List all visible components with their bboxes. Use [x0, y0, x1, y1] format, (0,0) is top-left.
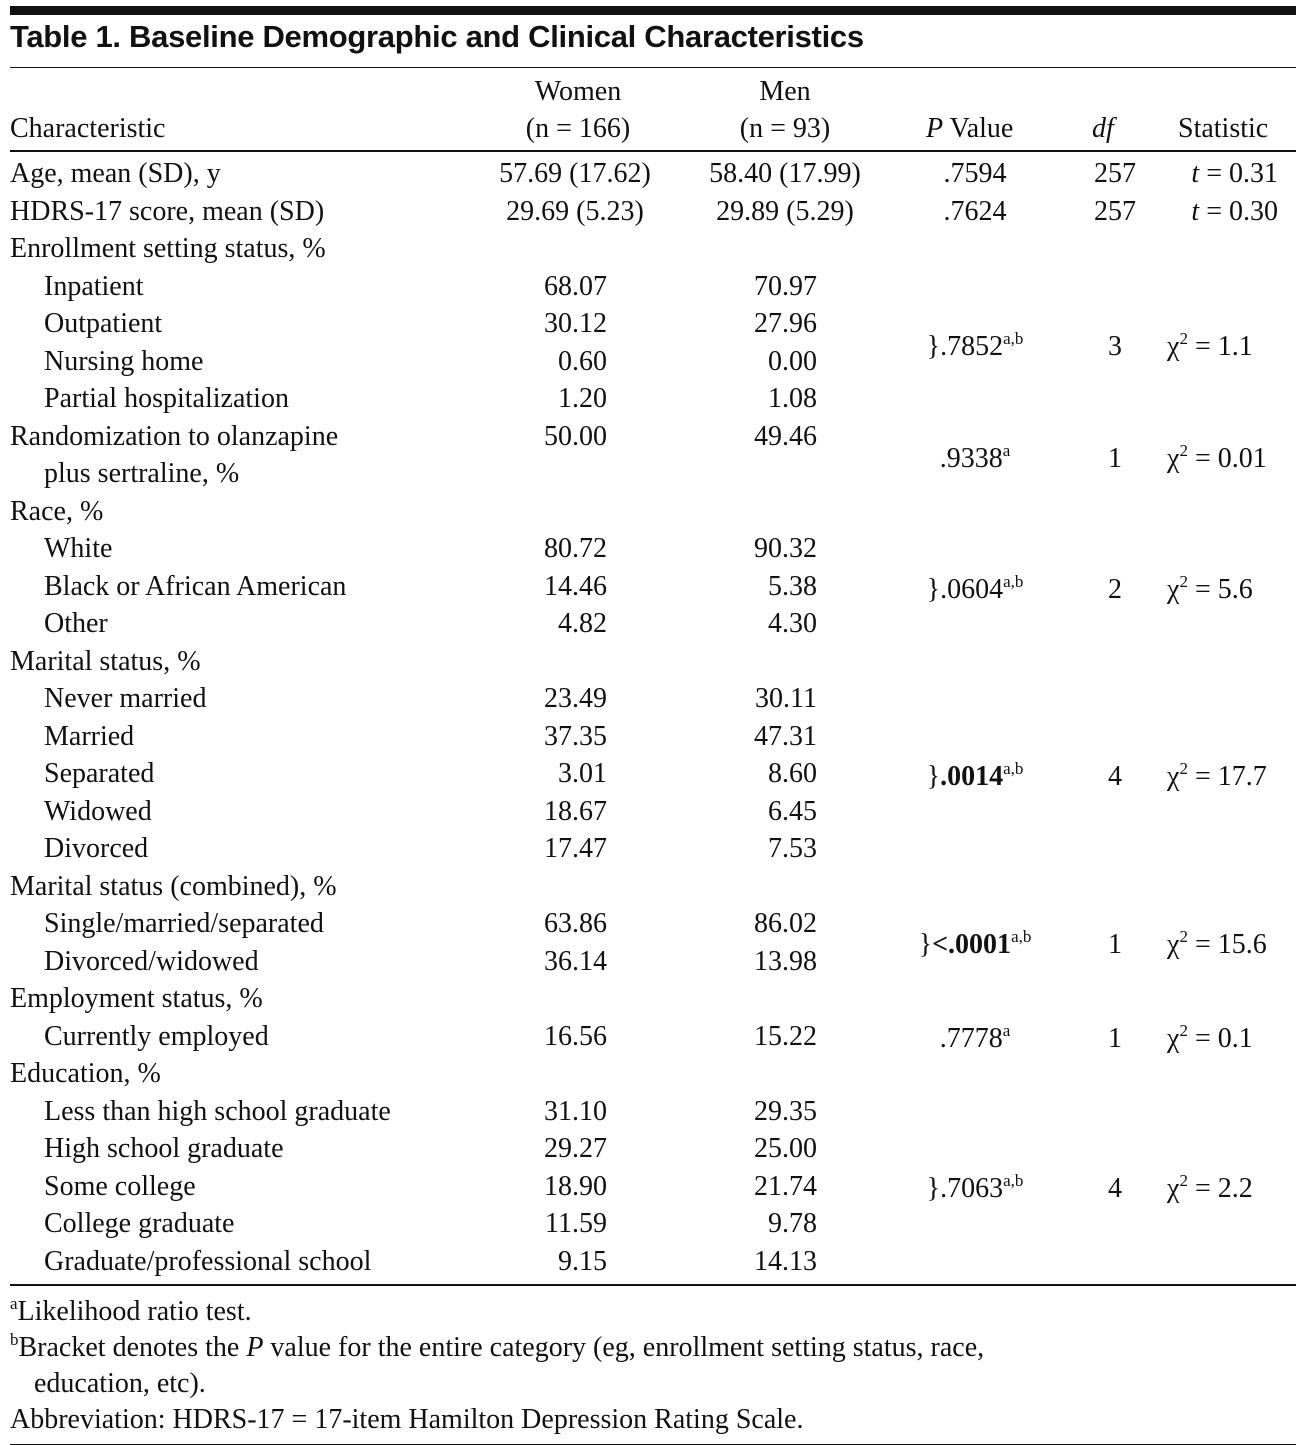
women-value: 23.49: [544, 683, 607, 714]
row-label: White: [44, 533, 113, 564]
group-p-value: .9338$^a$: [939, 441, 1011, 474]
row-label: Widowed: [44, 795, 152, 827]
section-label: Employment status, %: [10, 983, 263, 1014]
men-value: 29.89 (5.29): [716, 195, 854, 227]
group-statistic-value: $\chi^2 = 1.1$: [1167, 329, 1253, 362]
table-row: [10, 193, 1296, 231]
header-women: Women: [534, 76, 622, 107]
women-value: 29.27: [544, 1133, 607, 1164]
men-value: 4.30: [768, 608, 817, 639]
table-row: [10, 718, 1296, 756]
header-statistic: Statistic: [1178, 113, 1269, 144]
group-df: 1: [1108, 1023, 1122, 1054]
section-label: Enrollment setting status, %: [10, 233, 326, 264]
row-label: Divorced/widowed: [44, 945, 259, 977]
women-value: 14.46: [544, 570, 607, 602]
women-value: 11.59: [545, 1208, 607, 1239]
row-label: Partial hospitalization: [44, 383, 289, 414]
women-value: 57.69 (17.62): [499, 158, 651, 189]
row-label: Never married: [44, 683, 207, 714]
table-row: [10, 493, 1296, 531]
header-men: Men: [759, 76, 811, 107]
women-value: 4.82: [558, 608, 607, 639]
women-value: 0.60: [558, 345, 607, 377]
table-row: [10, 230, 1296, 268]
section-label: Marital status (combined), %: [10, 870, 337, 902]
group-statistic-value: $\chi^2 = 0.1$: [1167, 1021, 1253, 1054]
women-value: 80.72: [544, 533, 607, 564]
table-figure: [10, 6, 1296, 1445]
group-df: 1: [1108, 929, 1122, 960]
header-df: df: [1092, 113, 1114, 144]
section-label: Education, %: [10, 1058, 161, 1089]
table-row: [10, 680, 1296, 718]
table-row: [10, 530, 1296, 568]
row-label: Black or African American: [44, 570, 347, 602]
women-value: 17.47: [544, 833, 607, 864]
men-value: 8.60: [768, 758, 817, 789]
men-value: 70.97: [754, 270, 817, 302]
table-body: [10, 152, 1296, 1284]
footnote-b: $^b$Bracket denotes the P value for the entire category (eg, enrollment setting status, race,: [10, 1330, 985, 1363]
group-df: 4: [1108, 1173, 1122, 1204]
women-value: 9.15: [558, 1245, 607, 1277]
women-value: 68.07: [544, 270, 607, 302]
women-value: 16.56: [544, 1020, 607, 1052]
table-title: Table 1. Baseline Demographic and Clinical Characteristics: [10, 19, 864, 54]
group-statistic-value: $\chi^2 = 15.6$: [1167, 927, 1267, 960]
table-row: [10, 1130, 1296, 1168]
group-p-value: }.7852$^{a,b}$: [926, 329, 1024, 362]
table-row: [10, 268, 1296, 306]
row-label: Less than high school graduate: [44, 1095, 391, 1127]
row-label: plus sertraline, %: [44, 458, 240, 489]
table-row: [10, 980, 1296, 1018]
row-label: Some college: [44, 1170, 196, 1202]
group-df: 3: [1108, 331, 1122, 362]
row-label: Inpatient: [44, 270, 144, 302]
women-value: 36.14: [544, 945, 607, 977]
men-value: 9.78: [768, 1208, 817, 1239]
header-p-value: P Value: [926, 113, 1014, 144]
table-row: [10, 1093, 1296, 1131]
group-p-value: }.0014$^{a,b}$: [926, 759, 1024, 792]
row-label: Age, mean (SD), y: [10, 158, 221, 189]
p-value: .7594: [943, 158, 1007, 189]
women-value: 63.86: [544, 908, 607, 939]
df-value: 257: [1094, 158, 1136, 189]
row-label: Married: [44, 720, 135, 752]
group-statistic-value: $\chi^2 = 0.01$: [1167, 441, 1267, 474]
men-value: 1.08: [768, 383, 817, 414]
row-label: Nursing home: [44, 345, 204, 377]
men-value: 21.74: [754, 1170, 817, 1202]
row-label: HDRS-17 score, mean (SD): [10, 195, 325, 227]
row-label: Single/married/separated: [44, 908, 324, 939]
men-value: 0.00: [768, 345, 817, 377]
table-row: [10, 1243, 1296, 1281]
header-women-n: (n = 166): [525, 113, 631, 144]
row-label: Graduate/professional school: [44, 1245, 372, 1277]
men-value: 90.32: [754, 533, 817, 564]
row-label: Other: [44, 608, 108, 639]
men-value: 5.38: [768, 570, 817, 602]
women-value: 18.90: [544, 1170, 607, 1202]
women-value: 30.12: [544, 308, 607, 339]
group-statistic-value: $\chi^2 = 17.7$: [1167, 759, 1267, 792]
men-value: 49.46: [754, 420, 817, 452]
table-row: [10, 155, 1296, 193]
women-value: 37.35: [544, 720, 607, 752]
men-value: 25.00: [754, 1133, 817, 1164]
footnotes: [10, 1286, 1296, 1438]
men-value: 47.31: [754, 720, 817, 752]
table-row: [10, 643, 1296, 681]
footnote-abbreviation: Abbreviation: HDRS-17 = 17-item Hamilton Depression Rating Scale.: [10, 1404, 804, 1435]
row-label: Outpatient: [44, 308, 163, 339]
row-label: Randomization to olanzapine: [10, 420, 339, 452]
women-value: 29.69 (5.23): [506, 195, 644, 227]
df-value: 257: [1094, 195, 1136, 227]
men-value: 30.11: [755, 683, 817, 714]
row-label: High school graduate: [44, 1133, 284, 1164]
group-p-value: }.0604$^{a,b}$: [926, 572, 1024, 605]
section-label: Marital status, %: [10, 645, 201, 677]
table-row: [10, 830, 1296, 868]
table-row: [10, 793, 1296, 831]
table-header: [10, 68, 1296, 150]
footnote-a: $^a$Likelihood ratio test.: [10, 1294, 252, 1327]
men-value: 29.35: [754, 1095, 817, 1127]
women-value: 31.10: [544, 1095, 607, 1127]
group-p-value: .7778$^a$: [939, 1021, 1011, 1054]
table-row: [10, 380, 1296, 418]
women-value: 3.01: [558, 758, 607, 789]
table-row: [10, 605, 1296, 643]
men-value: 7.53: [768, 833, 817, 864]
table-row: [10, 1205, 1296, 1243]
men-value: 15.22: [754, 1020, 817, 1052]
row-label: Separated: [44, 758, 155, 789]
men-value: 86.02: [754, 908, 817, 939]
men-value: 58.40 (17.99): [709, 158, 861, 189]
men-value: 14.13: [754, 1245, 817, 1277]
women-value: 1.20: [558, 383, 607, 414]
row-label: College graduate: [44, 1208, 235, 1239]
p-value: .7624: [943, 195, 1007, 227]
men-value: 27.96: [754, 308, 817, 339]
women-value: 50.00: [544, 420, 607, 452]
table-row: [10, 868, 1296, 906]
group-df: 1: [1108, 443, 1122, 474]
statistic-value: t = 0.30: [1191, 195, 1278, 227]
top-rule: [10, 6, 1296, 15]
section-label: Race, %: [10, 495, 104, 527]
group-df: 2: [1108, 574, 1122, 605]
group-p-value: }.7063$^{a,b}$: [926, 1171, 1024, 1204]
group-df: 4: [1108, 761, 1122, 792]
footnote-b-continued: education, etc).: [34, 1368, 206, 1399]
group-p-value: }$<.0001^{a,b}$: [918, 927, 1032, 960]
men-value: 6.45: [768, 795, 817, 827]
men-value: 13.98: [754, 945, 817, 977]
row-label: Divorced: [44, 833, 149, 864]
header-men-n: (n = 93): [739, 113, 831, 144]
table-row: [10, 1055, 1296, 1093]
header-characteristic: Characteristic: [10, 113, 166, 144]
statistic-value: t = 0.31: [1191, 158, 1278, 189]
group-statistic-value: $\chi^2 = 5.6$: [1167, 572, 1253, 605]
group-statistic-value: $\chi^2 = 2.2$: [1167, 1171, 1253, 1204]
row-label: Currently employed: [44, 1020, 269, 1052]
women-value: 18.67: [544, 795, 607, 827]
